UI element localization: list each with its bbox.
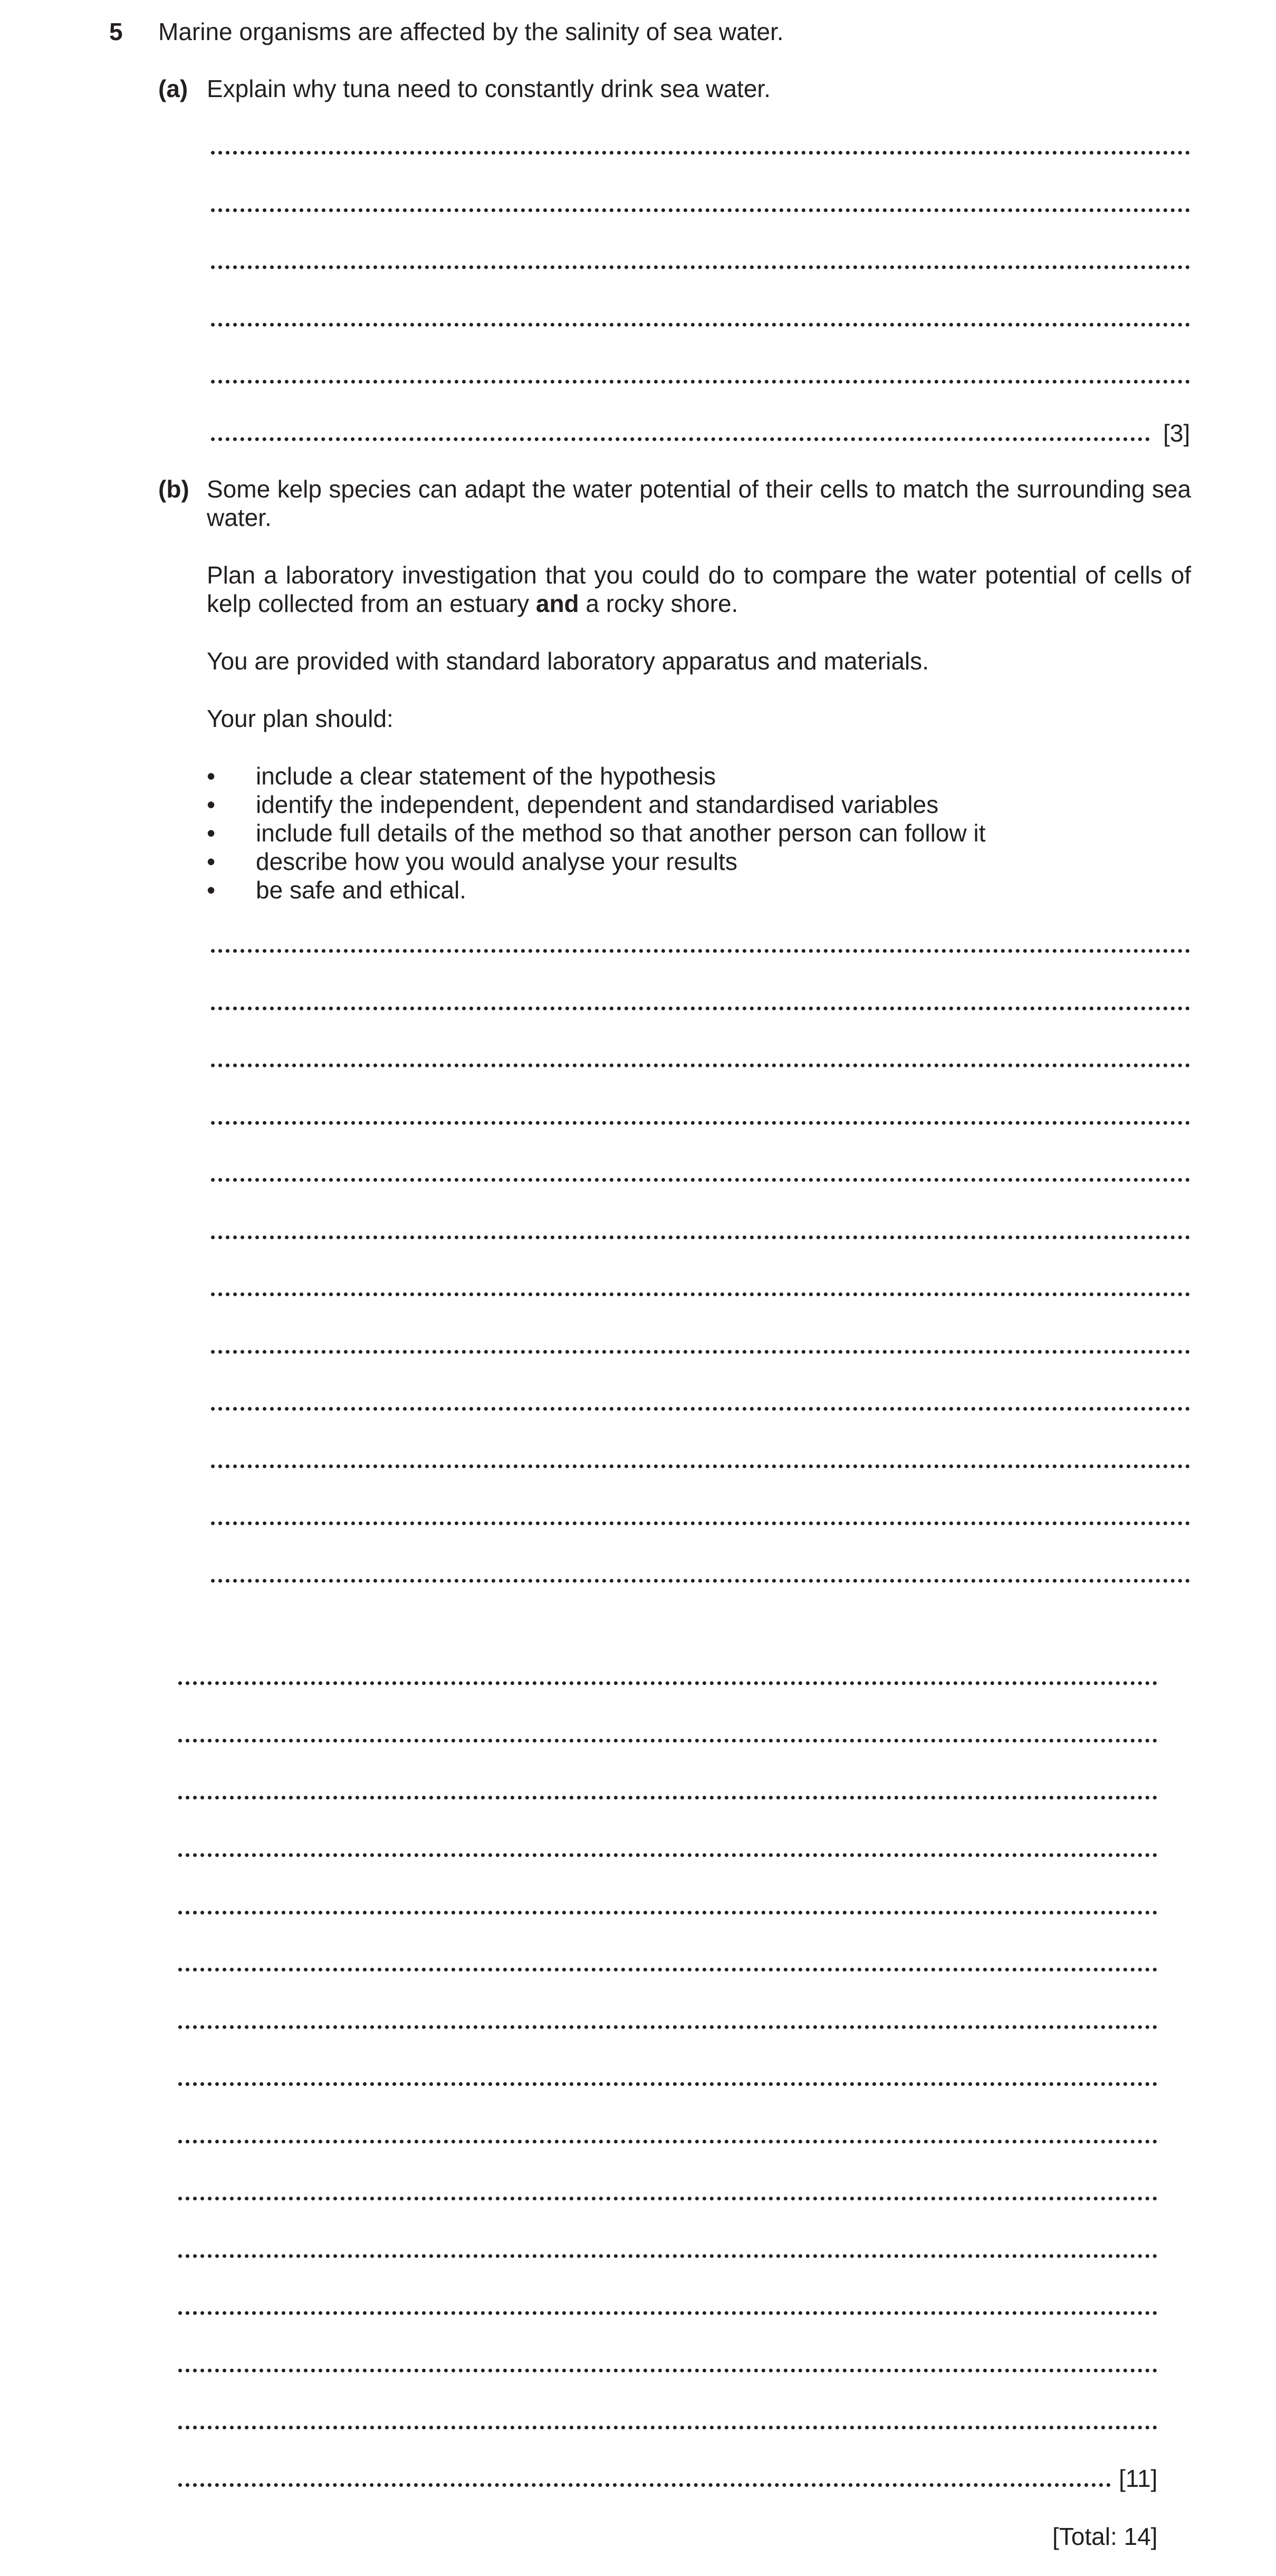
answer-line[interactable] (211, 1579, 1190, 1583)
bullet-text: include full details of the method so that another person can follow it (256, 819, 986, 847)
answer-line[interactable] (178, 1968, 1157, 1971)
part-b-marks: [11] (1119, 2465, 1158, 2492)
part-b-task-text-end: a rocky shore. (579, 590, 738, 617)
answer-line[interactable] (178, 1911, 1157, 1914)
answer-line[interactable] (178, 1681, 1157, 1685)
answer-line[interactable] (178, 2369, 1157, 2372)
part-a-label: (a) (158, 75, 188, 102)
question-stem: Marine organisms are affected by the salinity of sea water. (158, 18, 784, 45)
bullet-text: include a clear statement of the hypothesis (256, 762, 716, 790)
answer-line[interactable] (178, 2082, 1157, 2086)
answer-line[interactable] (178, 1739, 1157, 1742)
bullet-icon: • (207, 791, 216, 818)
bullet-icon: • (207, 819, 216, 847)
part-b-plan-heading: Your plan should: (207, 705, 394, 732)
answer-line[interactable] (211, 1407, 1190, 1411)
answer-line[interactable] (211, 151, 1190, 155)
answer-line[interactable] (211, 1007, 1190, 1010)
answer-line[interactable] (211, 437, 1150, 441)
part-a-prompt: Explain why tuna need to constantly drink sea water. (207, 75, 771, 102)
answer-line[interactable] (211, 1121, 1190, 1125)
answer-line[interactable] (178, 2483, 1111, 2487)
bullet-text: describe how you would analyse your results (256, 848, 737, 875)
answer-line[interactable] (211, 380, 1190, 384)
answer-line[interactable] (178, 2197, 1157, 2200)
question-number: 5 (109, 18, 123, 45)
answer-line[interactable] (211, 1292, 1190, 1296)
answer-line[interactable] (178, 2311, 1157, 2315)
answer-line[interactable] (211, 265, 1190, 269)
answer-line[interactable] (211, 949, 1190, 953)
answer-line[interactable] (178, 2426, 1157, 2429)
answer-line[interactable] (178, 1853, 1157, 1857)
answer-line[interactable] (211, 1064, 1190, 1067)
answer-line[interactable] (178, 1796, 1157, 1799)
part-b-task (207, 561, 1191, 618)
answer-line[interactable] (211, 1350, 1190, 1354)
answer-line[interactable] (211, 1464, 1190, 1468)
part-a-marks: [3] (1163, 419, 1191, 447)
bullet-icon: • (207, 762, 216, 790)
part-b-apparatus: You are provided with standard laboratory apparatus and materials. (207, 647, 929, 675)
bullet-icon: • (207, 848, 216, 875)
answer-line[interactable] (211, 1521, 1190, 1525)
part-b-task-bold: and (535, 590, 579, 617)
bullet-icon: • (207, 876, 216, 904)
bullet-text: be safe and ethical. (256, 876, 466, 904)
part-b-label: (b) (158, 475, 189, 503)
part-b-task-text: Plan a laboratory investigation that you could do to compare the water potential of cells of kelp collected from an estuary (207, 561, 1191, 617)
answer-line[interactable] (178, 2025, 1157, 2029)
answer-line[interactable] (211, 1236, 1190, 1239)
bullet-text: identify the independent, dependent and standardised variables (256, 791, 939, 818)
question-total: [Total: 14] (1052, 2523, 1158, 2550)
answer-line[interactable] (178, 2140, 1157, 2143)
answer-line[interactable] (178, 2254, 1157, 2258)
answer-line[interactable] (211, 208, 1190, 212)
answer-line[interactable] (211, 323, 1190, 327)
answer-line[interactable] (211, 1178, 1190, 1182)
part-b-intro: Some kelp species can adapt the water potential of their cells to match the surrounding sea water. (207, 475, 1191, 531)
